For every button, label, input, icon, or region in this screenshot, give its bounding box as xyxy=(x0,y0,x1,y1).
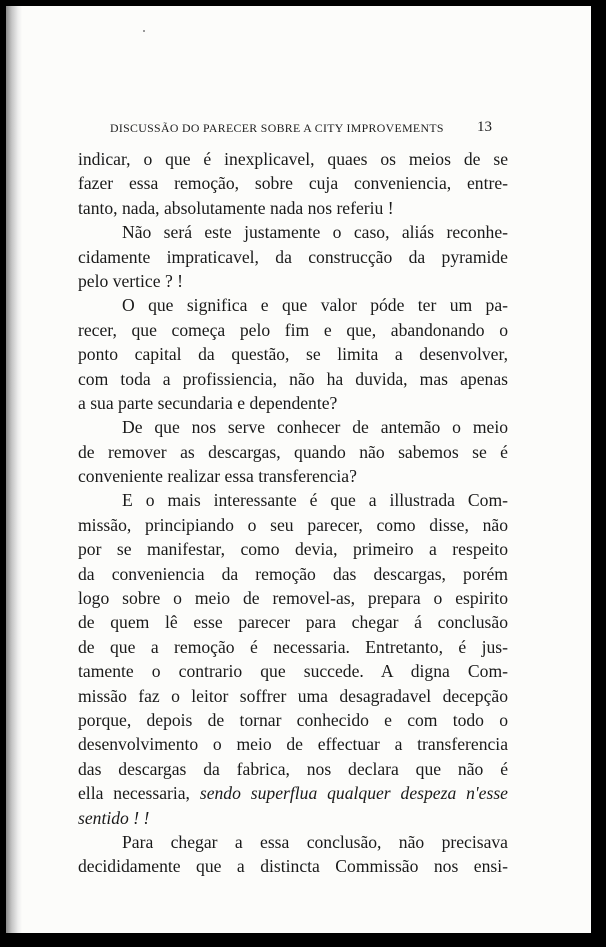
text-line xyxy=(78,196,508,220)
line-text: fazer essa remoção, sobre cuja conveniencia, entre- xyxy=(78,173,508,194)
line-italic-text: sendo superflua qualquer despeza n'esse xyxy=(199,783,508,804)
line-text: conveniente realizar essa transferencia? xyxy=(78,466,357,487)
line-text: ella necessaria, xyxy=(78,783,200,804)
text-line xyxy=(78,147,508,171)
line-text: indicar, o que é inexplicavel, quaes os meios de se xyxy=(78,149,508,169)
text-line xyxy=(78,586,508,610)
line-text: missão faz o leitor soffrer uma desagradavel decepção xyxy=(78,685,508,706)
line-text: de remover as descargas, quando não sabemos se é xyxy=(78,441,508,462)
running-header: DISCUSSÃO DO PARECER SOBRE A CITY IMPROVEMENTS xyxy=(110,121,444,135)
text-line xyxy=(78,171,508,195)
text-line xyxy=(78,635,508,659)
line-text: tanto, nada, absolutamente nada nos referiu ! xyxy=(78,197,394,218)
line-text: desenvolvimento o meio de effectuar a transferencia xyxy=(78,734,508,755)
text-line xyxy=(78,415,508,439)
line-text: decididamente que a distincta Commissão nos ensi- xyxy=(78,856,508,877)
line-text: a sua parte secundaria e dependente? xyxy=(78,392,338,413)
text-line xyxy=(78,684,508,708)
line-text: com toda a profissiencia, não ha duvida, mas apenas xyxy=(78,368,508,389)
line-text: das descargas da fabrica, nos declara que não é xyxy=(78,758,508,779)
book-page xyxy=(6,6,591,933)
text-line xyxy=(78,806,508,830)
line-text: logo sobre o meio de removel-as, prepara o espirito xyxy=(78,588,508,609)
text-line xyxy=(78,318,508,342)
text-line xyxy=(78,732,508,756)
line-text: missão, principiando o seu parecer, como disse, não xyxy=(78,514,508,535)
text-line xyxy=(78,464,508,488)
text-line xyxy=(78,513,508,537)
text-line xyxy=(78,293,508,317)
line-text: por se manifestar, como devia, primeiro a respeito xyxy=(78,539,508,560)
line-text: Não será este justamente o caso, aliás reconhe- xyxy=(122,222,508,243)
paper-speck xyxy=(143,30,145,32)
text-line xyxy=(78,757,508,781)
text-line xyxy=(78,854,508,878)
body-text xyxy=(78,147,508,879)
text-line xyxy=(78,830,508,854)
line-text: cidamente impraticavel, da construcção da pyramide xyxy=(78,246,508,267)
line-text: De que nos serve conhecer de antemão o meio xyxy=(122,417,508,438)
page-gutter-shadow xyxy=(6,6,22,933)
line-text: da conveniencia da remoção das descargas, porém xyxy=(78,563,508,584)
text-line xyxy=(78,342,508,366)
line-text: O que significa e que valor póde ter um pa- xyxy=(122,295,508,316)
text-line xyxy=(78,708,508,732)
text-line xyxy=(78,391,508,415)
line-text: recer, que começa pelo fim e que, abandonando o xyxy=(78,319,508,340)
page-number: 13 xyxy=(477,119,492,135)
line-text: porque, depois de tornar conhecido e com todo o xyxy=(78,709,508,730)
text-line xyxy=(78,537,508,561)
line-text: ponto capital da questão, se limita a desenvolver, xyxy=(78,344,508,365)
text-line xyxy=(78,367,508,391)
text-line xyxy=(78,781,508,805)
line-text: sentido ! ! xyxy=(78,807,150,828)
text-line xyxy=(78,488,508,512)
line-text: tamente o contrario que succede. A digna Com- xyxy=(78,661,508,682)
text-line xyxy=(78,610,508,634)
line-text: de quem lê esse parecer para chegar á conclusão xyxy=(78,612,508,633)
text-line xyxy=(78,440,508,464)
line-text: de que a remoção é necessaria. Entretanto, é jus- xyxy=(78,636,508,657)
line-text: Para chegar a essa conclusão, não precisava xyxy=(122,831,508,852)
text-line xyxy=(78,245,508,269)
text-line xyxy=(78,659,508,683)
text-line xyxy=(78,269,508,293)
line-text: E o mais interessante é que a illustrada Com- xyxy=(122,490,508,511)
line-text: pelo vertice ? ! xyxy=(78,270,184,291)
text-line xyxy=(78,220,508,244)
text-line xyxy=(78,562,508,586)
